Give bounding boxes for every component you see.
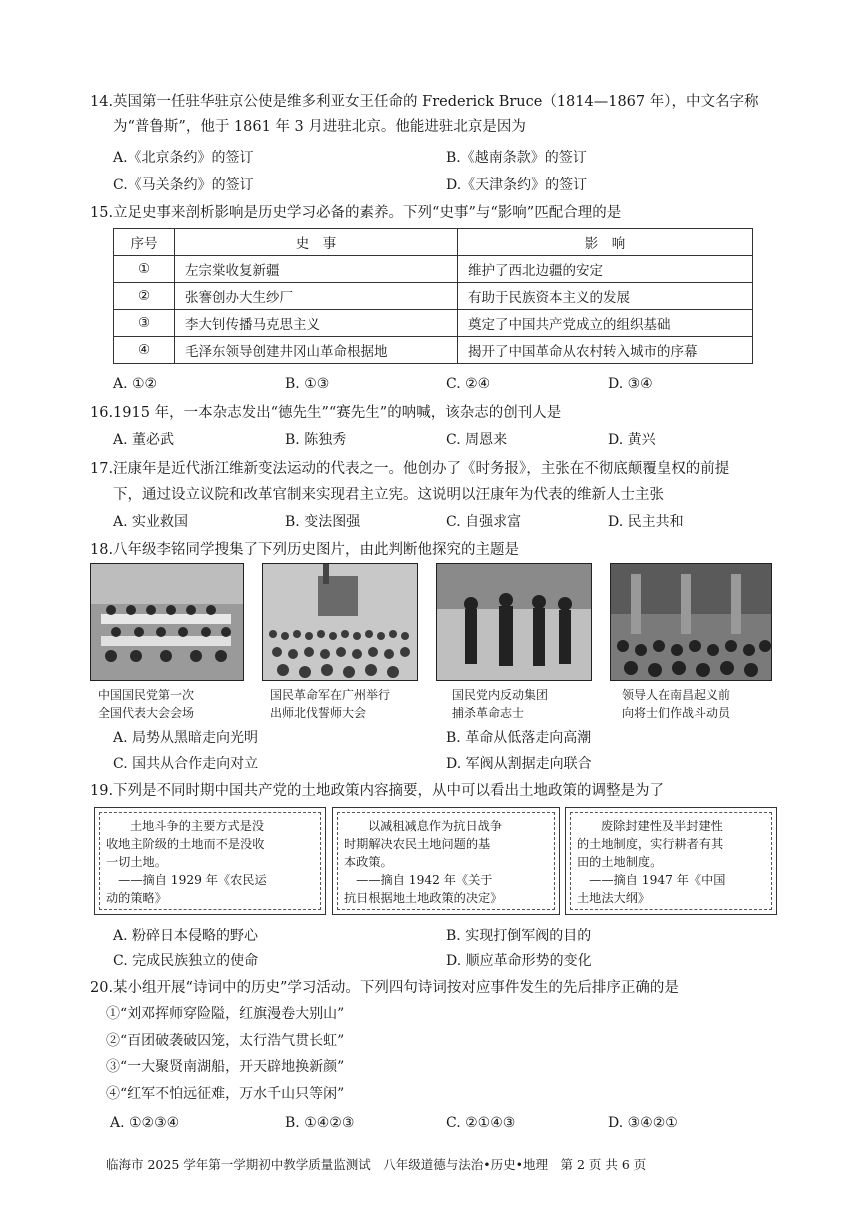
q15-option-b: B. ①③ [285,376,330,392]
table-row [114,283,753,310]
photo-caption [98,686,194,722]
caption-line: 向将士们作战斗动员 [622,706,731,720]
table-cell: 左宗棠收复新疆 [175,256,458,283]
table-header-row [114,229,753,256]
q19-option-d: D. 顺应革命形势的变化 [446,953,592,969]
q20-verse: ③“一大聚贤南湖船，开天辟地换新颜” [106,1059,345,1075]
table-cell: ② [114,283,175,310]
q20-option-d: D. ③④②① [608,1115,678,1131]
table-header-cell: 序号 [114,229,175,256]
q19-option-c: C. 完成民族独立的使命 [113,953,259,969]
photo-kmt-congress [90,563,244,681]
table-cell: 毛泽东领导创建井冈山革命根据地 [175,337,458,364]
q16-option-a: A. 董必武 [113,432,175,448]
table-cell: ③ [114,310,175,337]
excerpt-line: 废除封建性及半封建性 [601,819,723,833]
q19-stem: 19.下列是不同时期中国共产党的土地政策内容摘要，从中可以看出土地政策的调整是为了 [90,783,665,799]
photo-caption [270,686,390,722]
table-header-cell: 史 事 [175,229,458,256]
photo-nanchang-uprising [610,563,772,681]
q15-table [113,228,753,364]
caption-line: 全国代表大会会场 [98,706,195,720]
q19-option-b: B. 实现打倒军阀的目的 [446,928,592,944]
q19-option-a: A. 粉碎日本侵略的野心 [113,928,259,944]
q20-option-a: A. ①②③④ [110,1115,180,1131]
table-header-cell: 影 响 [458,229,753,256]
q16-option-c: C. 周恩来 [446,432,508,448]
excerpt-line: ——摘自 1929 年《农民运 [106,873,267,887]
q16-option-d: D. 黄兴 [608,432,656,448]
table-cell: 维护了西北边疆的安定 [458,256,753,283]
q14-stem-line1: 14.英国第一任驻华驻京公使是维多利亚女王任命的 Frederick Bruce（1814—1867 年），中文名字称 [90,94,759,110]
q14-stem-line2: 为“普鲁斯”，他于 1861 年 3 月进驻北京。他能进驻北京是因为 [113,119,526,135]
q15-option-d: D. ③④ [608,376,653,392]
q20-verse: ②“百团破袭破囚笼，太行浩气贯长虹” [106,1033,345,1049]
photo-arrest-revolutionaries [436,563,592,681]
q15-stem: 15.立足史事来剖析影响是历史学习必备的素养。下列“史事”与“影响”匹配合理的是 [90,205,622,221]
table-row [114,337,753,364]
caption-line: 国民革命军在广州举行 [270,688,391,702]
q20-verse: ④“红军不怕远征难，万水千山只等闲” [106,1086,345,1102]
photo-caption [622,686,730,722]
excerpt-line: 土地法大纲》 [577,891,651,905]
q14-option-b: B.《越南条款》的签订 [446,150,587,166]
q14-option-c: C.《马关条约》的签订 [113,177,254,193]
excerpt-line: 土地斗争的主要方式是没 [130,819,265,833]
q18-stem: 18.八年级李铭同学搜集了下列历史图片，由此判断他探究的主题是 [90,542,520,558]
excerpt-line: 田的土地制度。 [577,855,663,869]
q18-option-b: B. 革命从低落走向高潮 [446,730,592,746]
excerpt-line: 一切土地。 [106,855,167,869]
photo-caption [452,686,548,722]
q20-option-b: B. ①④②③ [285,1115,355,1131]
photo-northern-expedition-rally [262,563,418,681]
q17-option-d: D. 民主共和 [608,514,684,530]
q20-stem: 20.某小组开展“诗词中的历史”学习活动。下列四句诗词按对应事件发生的先后排序正确的是 [90,980,679,996]
policy-excerpt-box [94,807,326,915]
excerpt-line: 抗日根据地土地政策的决定》 [344,891,503,905]
table-row [114,310,753,337]
q17-option-c: C. 自强求富 [446,514,522,530]
policy-excerpt-box [332,807,560,915]
q14-option-d: D.《天津条约》的签订 [446,177,588,193]
caption-line: 中国国民党第一次 [98,688,195,702]
table-cell: 揭开了中国革命从农村转入城市的序幕 [458,337,753,364]
table-cell: 有助于民族资本主义的发展 [458,283,753,310]
q20-option-c: C. ②①④③ [446,1115,516,1131]
table-cell: ① [114,256,175,283]
q18-option-a: A. 局势从黑暗走向光明 [113,730,259,746]
table-cell: 李大钊传播马克思主义 [175,310,458,337]
table-cell: 张謇创办大生纱厂 [175,283,458,310]
excerpt-line: 收地主阶级的土地而不是没收 [106,837,265,851]
policy-excerpt-box [565,807,777,915]
q15-option-a: A. ①② [113,376,158,392]
table-cell: 奠定了中国共产党成立的组织基础 [458,310,753,337]
excerpt-line: 本政策。 [344,855,393,869]
q17-stem-line2: 下，通过设立议院和改革官制来实现君主立宪。这说明以汪康年为代表的维新人士主张 [113,487,664,503]
excerpt-line: 以减租减息作为抗日战争 [368,819,503,833]
q14-option-a: A.《北京条约》的签订 [113,150,254,166]
q20-verse: ①“刘邓挥师穿险隘，红旗漫卷大别山” [106,1006,345,1022]
caption-line: 国民党内反动集团 [452,688,549,702]
q17-option-a: A. 实业救国 [113,514,189,530]
excerpt-line: 时期解决农民土地问题的基 [344,837,491,851]
table-cell: ④ [114,337,175,364]
excerpt-line: 的土地制度，实行耕者有其 [577,837,724,851]
excerpt-line: ——摘自 1947 年《中国 [577,873,726,887]
table-row [114,256,753,283]
q17-stem-line1: 17.汪康年是近代浙江维新变法运动的代表之一。他创办了《时务报》，主张在不彻底颠覆皇权的前提 [90,461,730,477]
q15-option-c: C. ②④ [446,376,491,392]
page-footer: 临海市 2025 学年第一学期初中教学质量监测试 八年级道德与法治•历史•地理 第 2 页 共 6 页 [106,1157,647,1172]
caption-line: 出师北伐誓师大会 [270,706,367,720]
excerpt-line: ——摘自 1942 年《关于 [344,873,493,887]
q16-stem: 16.1915 年，一本杂志发出“德先生”“赛先生”的呐喊，该杂志的创刊人是 [90,405,562,421]
q18-option-d: D. 军阀从割据走向联合 [446,756,592,772]
q18-option-c: C. 国共从合作走向对立 [113,756,259,772]
q17-option-b: B. 变法图强 [285,514,361,530]
q16-option-b: B. 陈独秀 [285,432,347,448]
excerpt-line: 动的策略》 [106,891,167,905]
caption-line: 捕杀革命志士 [452,706,525,720]
caption-line: 领导人在南昌起义前 [622,688,731,702]
